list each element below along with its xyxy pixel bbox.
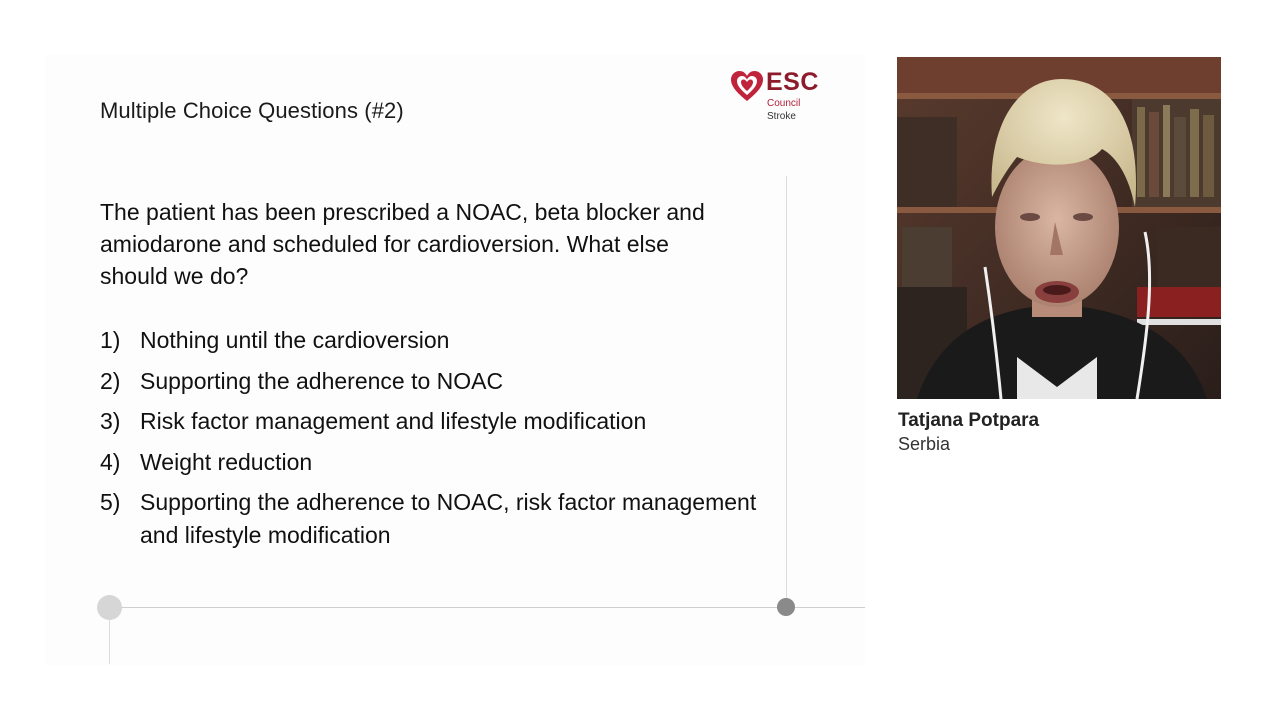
- divider-vertical: [786, 176, 787, 606]
- answer-option: [100, 486, 760, 552]
- answer-option: [100, 324, 760, 357]
- logo-stroke: Stroke: [767, 111, 796, 122]
- speaker-video: [897, 57, 1221, 399]
- divider-horizontal: [110, 607, 865, 608]
- speaker-country: Serbia: [898, 434, 951, 454]
- option-number: 5): [100, 489, 121, 515]
- answer-option: [100, 446, 760, 479]
- option-text: Nothing until the cardioversion: [140, 327, 450, 353]
- logo-council: Council: [767, 98, 801, 109]
- option-text: Weight reduction: [140, 448, 313, 475]
- option-text: Risk factor management and lifestyle modification: [140, 408, 647, 434]
- esc-logo: [730, 68, 830, 128]
- speaker-video-frame: [897, 57, 1221, 399]
- slide-title: Multiple Choice Questions (#2): [100, 98, 404, 123]
- heart-icon: [730, 70, 764, 104]
- decorative-dot-large: [97, 595, 122, 620]
- answer-option: [100, 365, 760, 398]
- option-text: Supporting the adherence to NOAC: [140, 367, 504, 394]
- speaker-name: Tatjana Potpara: [898, 410, 1040, 431]
- option-number: 1): [100, 327, 121, 353]
- answer-options: [100, 324, 760, 560]
- option-text: Supporting the adherence to NOAC, risk factor management and lifestyle modification: [140, 489, 757, 548]
- question-text: The patient has been prescribed a NOAC, beta blocker and amiodarone and scheduled for cardioversion. What else should we do?: [100, 199, 705, 289]
- option-number: 4): [100, 448, 121, 475]
- option-number: 2): [100, 367, 121, 394]
- logo-brand: ESC: [766, 68, 819, 96]
- answer-option: [100, 405, 760, 438]
- option-number: 3): [100, 408, 121, 434]
- decorative-dot-small: [777, 598, 795, 616]
